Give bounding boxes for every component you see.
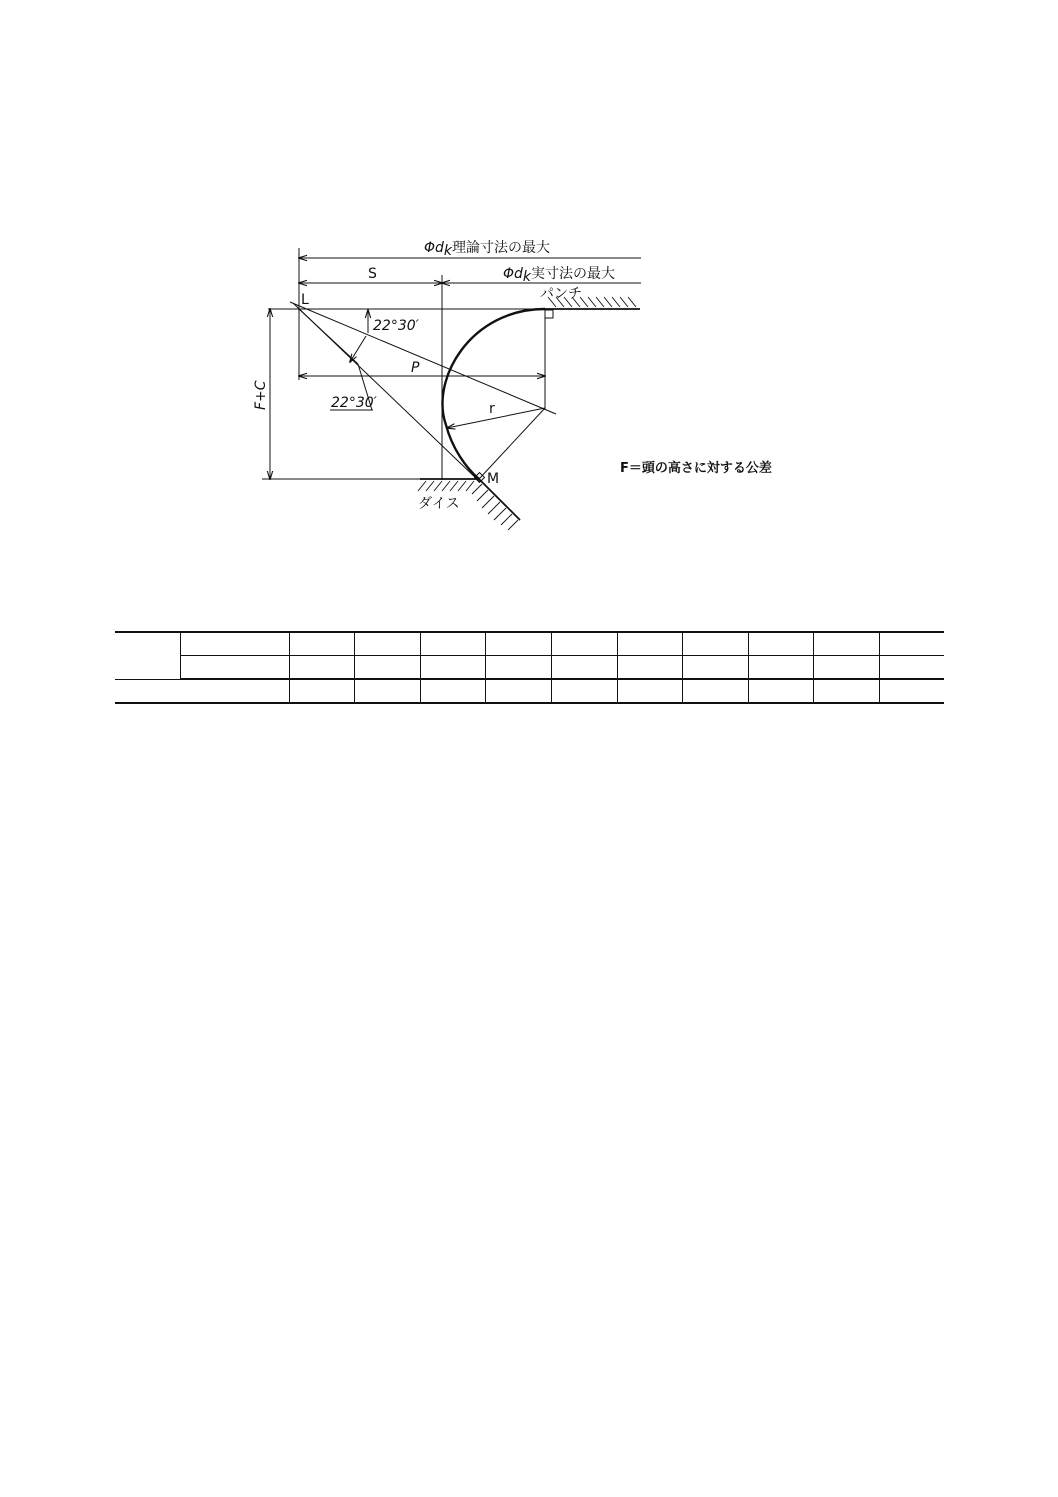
table-cell: [420, 656, 486, 680]
table-cell: [551, 656, 617, 680]
radius-line: [447, 408, 545, 428]
dk-theoretical-label: Φdk理論寸法の最大: [424, 240, 551, 259]
head-profile-curve: [443, 309, 545, 479]
table-cell: [683, 656, 749, 680]
table-cell: [748, 679, 814, 703]
table-cell: [355, 632, 421, 656]
table-cell: [551, 632, 617, 656]
table-cell: [617, 632, 683, 656]
table-row: [115, 679, 944, 703]
f-plus-c-label: F+C: [253, 380, 269, 410]
dk-actual-label: Φdk実寸法の最大: [503, 266, 616, 285]
table-cell: [814, 632, 880, 656]
table-cell: [181, 656, 290, 680]
table-row: [115, 656, 944, 680]
table-cell: [748, 656, 814, 680]
table-cell: [551, 679, 617, 703]
die-slope: [479, 479, 520, 520]
table-cell: [181, 632, 290, 656]
s-label: S: [368, 266, 377, 282]
table-cell: [420, 679, 486, 703]
tolerance-note: F＝頭の高さに対する公差: [620, 461, 772, 476]
table-cell: [617, 679, 683, 703]
table-cell: [355, 679, 421, 703]
table-cell: [115, 679, 289, 703]
point-m-label: M: [487, 471, 500, 487]
punch-label: パンチ: [540, 286, 582, 302]
table-cell: [486, 656, 552, 680]
table-cell: [115, 632, 181, 679]
table-cell: [683, 679, 749, 703]
table-cell: [420, 632, 486, 656]
dimension-table: [115, 631, 944, 704]
table-cell: [814, 679, 880, 703]
table-cell: [879, 656, 944, 680]
point-l-label: L: [301, 292, 309, 308]
table-cell: [486, 632, 552, 656]
table-cell: [814, 656, 880, 680]
p-label: P: [411, 360, 420, 376]
table-cell: [617, 656, 683, 680]
table-cell: [683, 632, 749, 656]
table-cell: [879, 632, 944, 656]
table-row: [115, 632, 944, 656]
r-label: r: [489, 401, 495, 417]
center-to-m: [479, 408, 545, 479]
tangent-line: [299, 309, 358, 364]
table-cell: [289, 632, 355, 656]
angle-bottom-label: 22°30′: [331, 395, 377, 411]
angle-arrow-bottom: [350, 336, 366, 362]
table-cell: [486, 679, 552, 703]
angle-top-label: 22°30′: [373, 318, 419, 334]
die-label: ダイス: [418, 496, 460, 512]
table-cell: [289, 679, 355, 703]
right-angle-mark: [545, 310, 553, 318]
table-cell: [748, 632, 814, 656]
table-cell: [879, 679, 944, 703]
table-cell: [355, 656, 421, 680]
table-cell: [289, 656, 355, 680]
line-l-to-center: [290, 302, 556, 414]
